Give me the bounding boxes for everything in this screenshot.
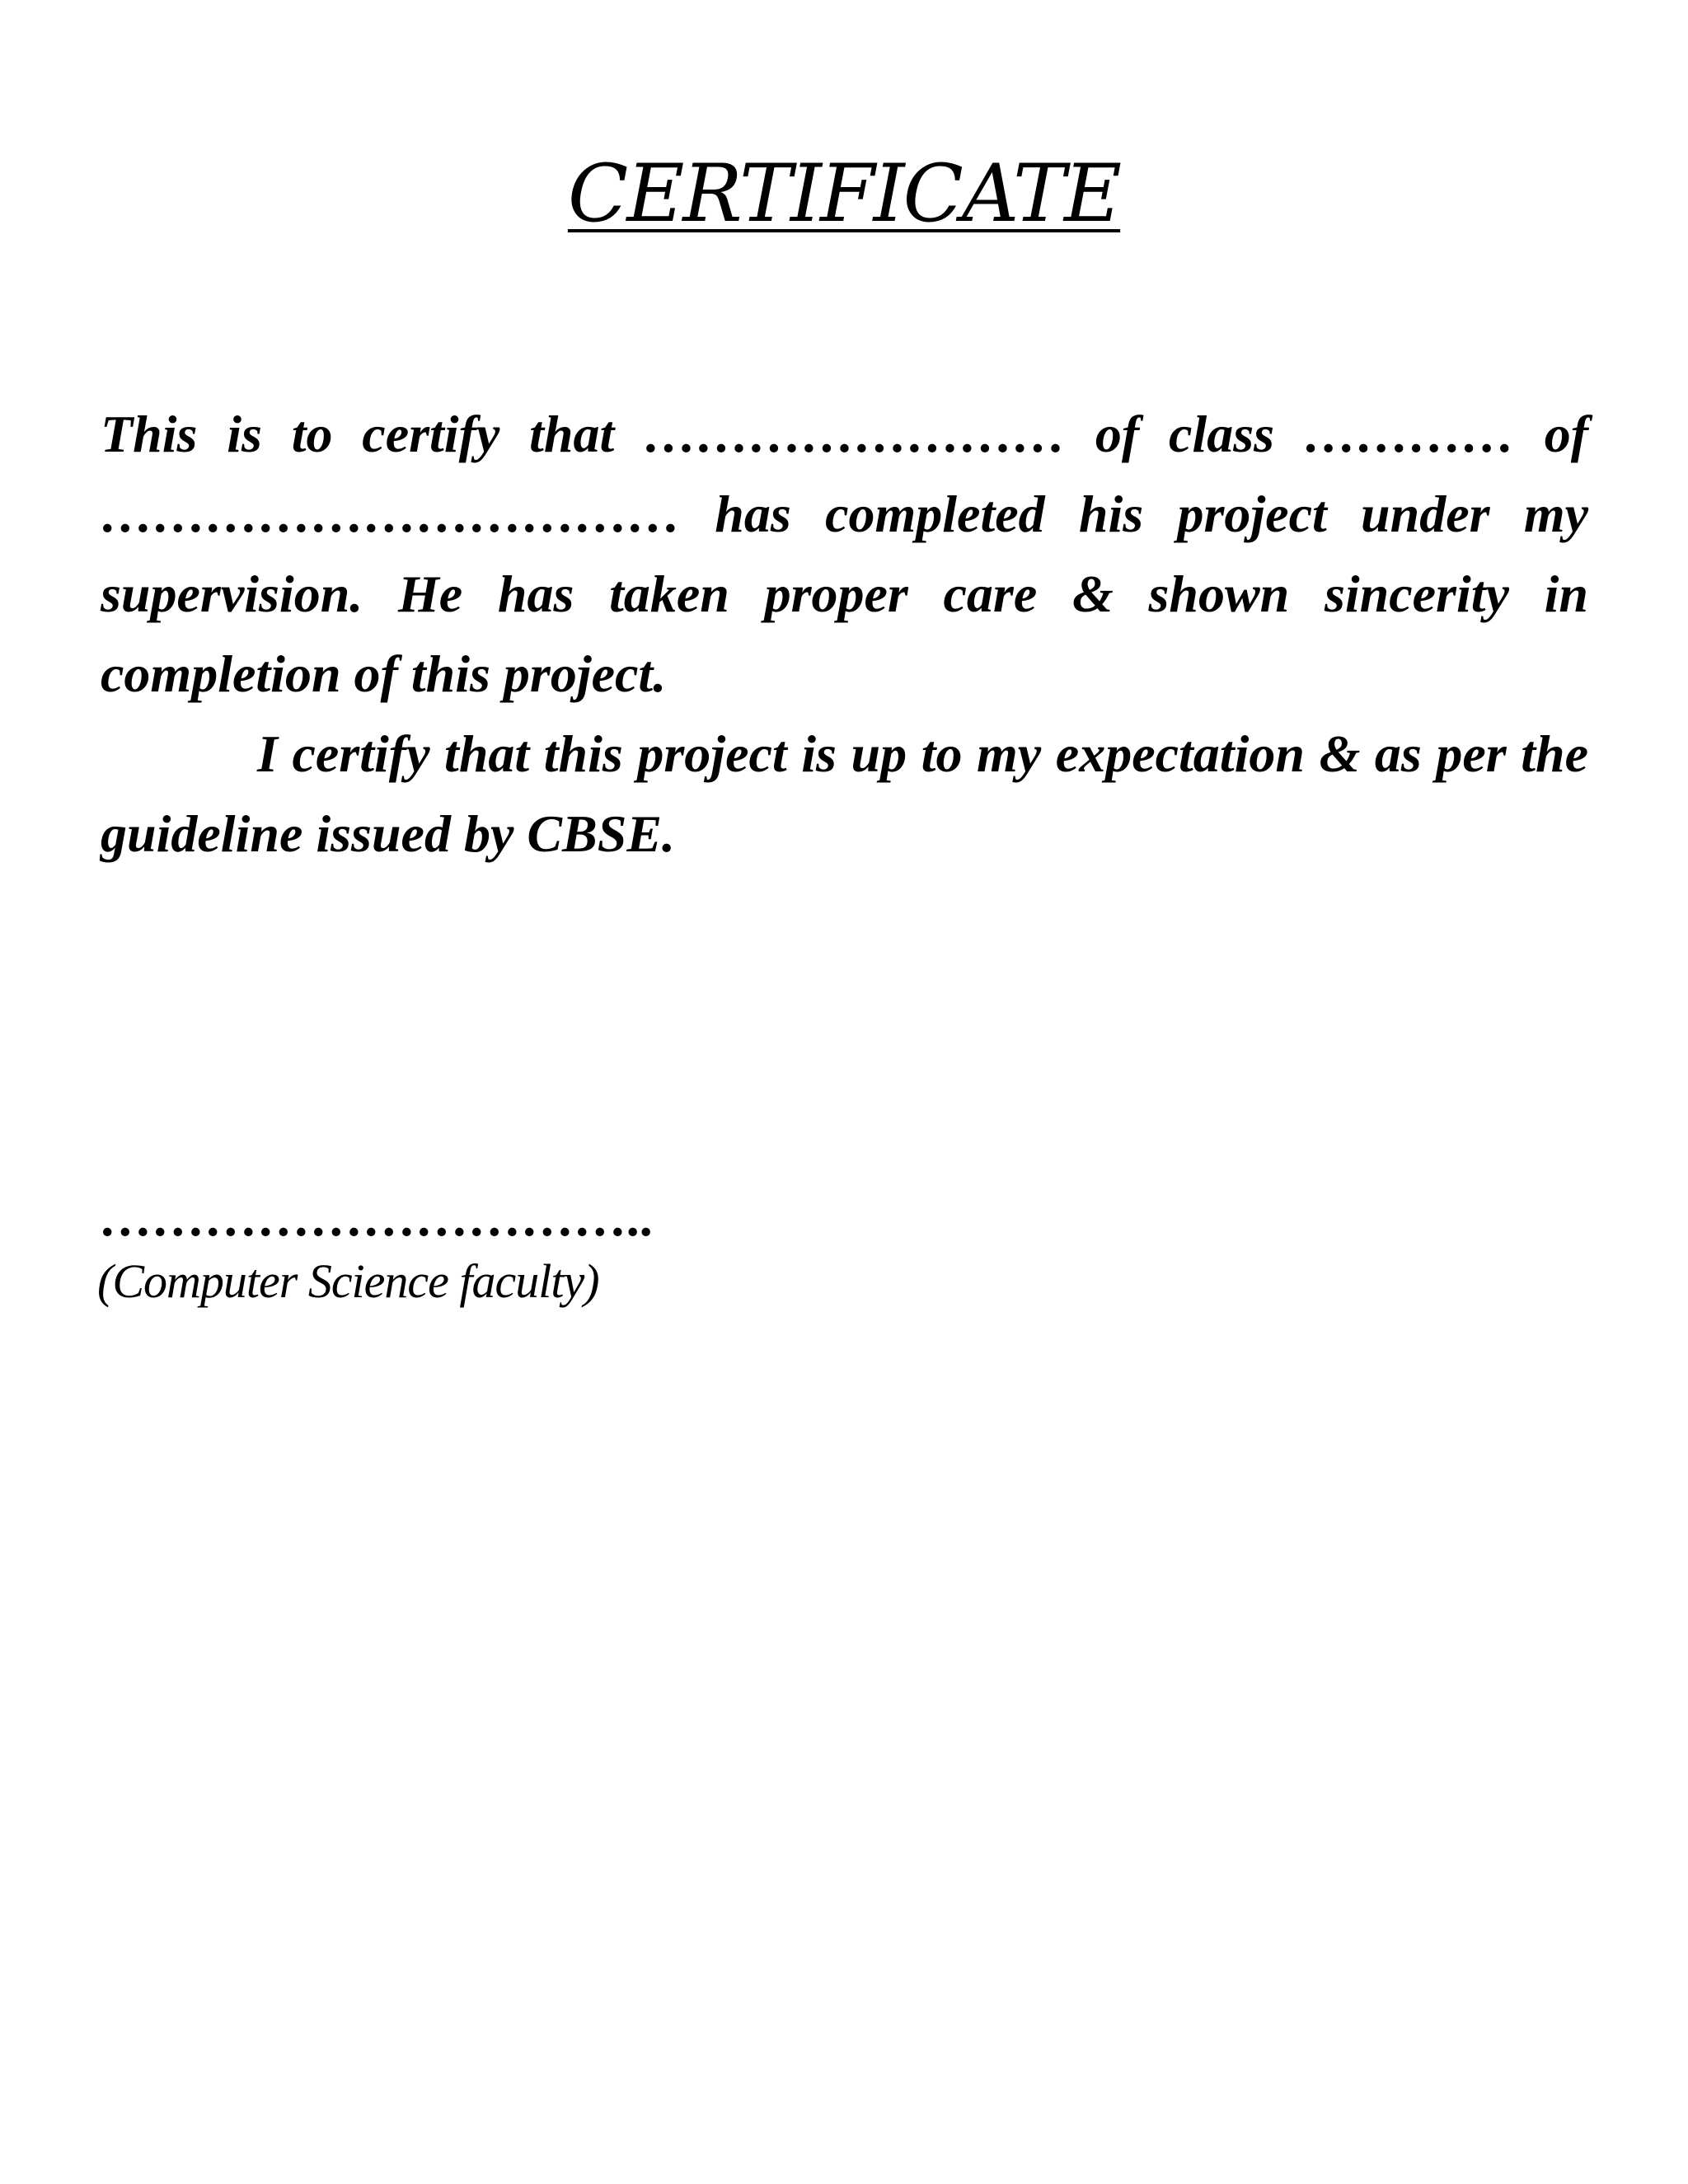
page-title bbox=[0, 140, 1688, 247]
signature-line: ………………………….. bbox=[101, 1188, 654, 1247]
expectation-paragraph: I certify that this project is up to my expectation & as per the guideline issued by CBSE. bbox=[101, 724, 1588, 863]
certificate-body bbox=[101, 394, 1588, 874]
signature-label: (Computer Science faculty) bbox=[97, 1254, 599, 1308]
certification-paragraph: This is to certify that …………………… of class ………… of …………………………… has completed his project under my supervision. He has taken proper care & shown sincerity in completion of this project. bbox=[101, 405, 1588, 703]
title-text: CERTIFICATE bbox=[567, 148, 1121, 240]
